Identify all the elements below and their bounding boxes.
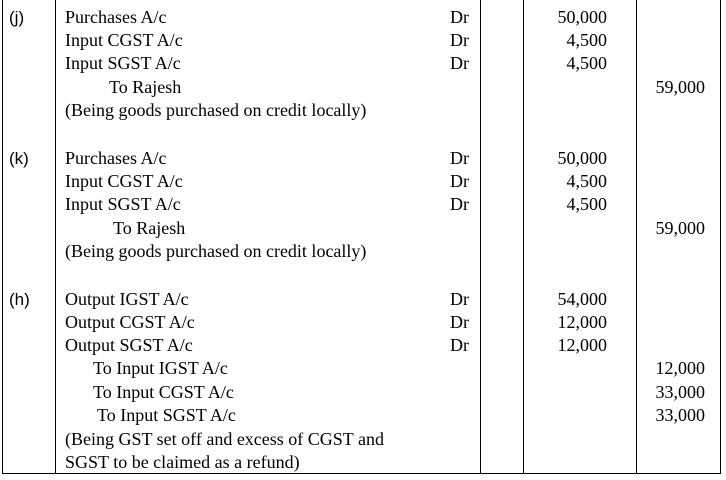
narration: (Being GST set off and excess of CGST and xyxy=(65,429,384,449)
dr-marker: Dr xyxy=(450,30,469,50)
entry-ref: (k) xyxy=(9,149,29,168)
particulars: To Rajesh xyxy=(113,218,186,238)
debit-amount: 12,000 xyxy=(557,312,607,332)
particulars: Output CGST A/c xyxy=(65,312,195,332)
credit-amount: 59,000 xyxy=(655,218,705,238)
debit-amount: 50,000 xyxy=(557,7,607,27)
particulars: Output IGST A/c xyxy=(65,289,189,309)
column-divider-lf xyxy=(480,0,481,473)
dr-marker: Dr xyxy=(450,148,469,168)
particulars: Input CGST A/c xyxy=(65,30,183,50)
dr-marker: Dr xyxy=(450,194,469,214)
narration: (Being goods purchased on credit locally) xyxy=(65,241,367,261)
debit-amount: 4,500 xyxy=(566,194,607,214)
journal-table xyxy=(2,0,721,474)
debit-amount: 54,000 xyxy=(557,289,607,309)
entry-ref: (h) xyxy=(9,290,30,309)
dr-marker: Dr xyxy=(450,7,469,27)
narration: (Being goods purchased on credit locally) xyxy=(65,100,367,120)
debit-amount: 12,000 xyxy=(557,335,607,355)
particulars: Purchases A/c xyxy=(65,148,167,168)
credit-amount: 33,000 xyxy=(655,382,705,402)
particulars: Input SGST A/c xyxy=(65,53,181,73)
debit-amount: 4,500 xyxy=(566,53,607,73)
dr-marker: Dr xyxy=(450,335,469,355)
credit-amount: 12,000 xyxy=(655,358,705,378)
particulars: To Input CGST A/c xyxy=(93,382,234,402)
dr-marker: Dr xyxy=(450,53,469,73)
dr-marker: Dr xyxy=(450,312,469,332)
particulars: Input SGST A/c xyxy=(65,194,181,214)
particulars: Output SGST A/c xyxy=(65,335,193,355)
credit-amount: 33,000 xyxy=(655,405,705,425)
dr-marker: Dr xyxy=(450,171,469,191)
debit-amount: 4,500 xyxy=(566,30,607,50)
credit-amount: 59,000 xyxy=(655,77,705,97)
dr-marker: Dr xyxy=(450,289,469,309)
column-divider-ref xyxy=(55,0,56,473)
particulars: To Input SGST A/c xyxy=(97,405,236,425)
particulars: To Rajesh xyxy=(109,77,182,97)
debit-amount: 4,500 xyxy=(566,171,607,191)
narration: SGST to be claimed as a refund) xyxy=(65,452,300,472)
particulars: Purchases A/c xyxy=(65,7,167,27)
particulars: To Input IGST A/c xyxy=(93,358,228,378)
column-divider-debit xyxy=(523,0,524,473)
entry-ref: (j) xyxy=(9,8,25,27)
debit-amount: 50,000 xyxy=(557,148,607,168)
particulars: Input CGST A/c xyxy=(65,171,183,191)
